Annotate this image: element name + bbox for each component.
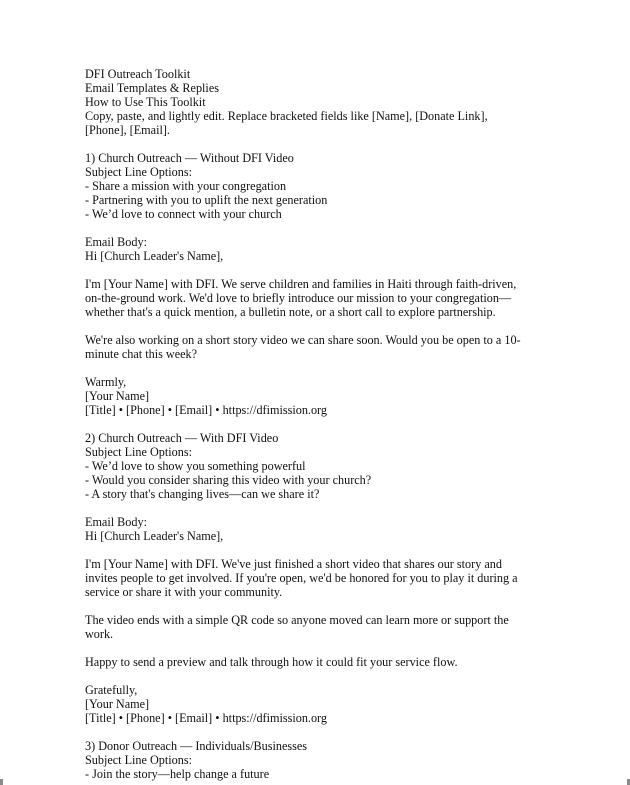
- email-paragraph-line: The video ends with a simple QR code so anyone moved can learn more or support the: [85, 613, 509, 627]
- email-paragraph-line: Happy to send a preview and talk through how it could fit your service flow.: [85, 655, 458, 669]
- subject-label: Subject Line Options:: [85, 753, 192, 767]
- subject-option: - Join the story—help change a future: [85, 767, 270, 781]
- howto-heading: How to Use This Toolkit: [85, 95, 206, 109]
- document-page: [85, 67, 525, 781]
- subject-label: Subject Line Options:: [85, 165, 192, 179]
- spacer: [85, 641, 525, 655]
- email-body-label: Email Body:: [85, 515, 147, 529]
- email-signoff: Gratefully,: [85, 683, 138, 697]
- spacer: [85, 669, 525, 683]
- subject-option: - We’d love to show you something powerful: [85, 459, 306, 473]
- section-heading: 2) Church Outreach — With DFI Video: [85, 431, 279, 445]
- subject-option: - A story that's changing lives—can we share it?: [85, 487, 320, 501]
- email-signature-contact: [Title] • [Phone] • [Email] • https://dfimission.org: [85, 403, 327, 417]
- email-body-label: Email Body:: [85, 235, 147, 249]
- section-heading: 3) Donor Outreach — Individuals/Businesses: [85, 739, 308, 753]
- howto-text-line: Copy, paste, and lightly edit. Replace bracketed fields like [Name], [Donate Link],: [85, 109, 488, 123]
- email-greeting: Hi [Church Leader's Name],: [85, 529, 224, 543]
- spacer: [85, 221, 525, 235]
- spacer: [85, 543, 525, 557]
- email-paragraph-line: I'm [Your Name] with DFI. We've just finished a short video that shares our story and: [85, 557, 502, 571]
- spacer: [85, 361, 525, 375]
- page-edge-mark: [0, 779, 3, 785]
- email-signature-contact: [Title] • [Phone] • [Email] • https://dfimission.org: [85, 711, 327, 725]
- subject-label: Subject Line Options:: [85, 445, 192, 459]
- spacer: [85, 725, 525, 739]
- email-paragraph-line: service or share it with your community.: [85, 585, 283, 599]
- spacer: [85, 319, 525, 333]
- subject-option: - Share a mission with your congregation: [85, 179, 287, 193]
- email-paragraph-line: invites people to get involved. If you're open, we'd be honored for you to play it during a: [85, 571, 518, 585]
- email-paragraph-line: on-the-ground work. We'd love to briefly introduce our mission to your congregation—: [85, 291, 512, 305]
- subject-option: - We’d love to connect with your church: [85, 207, 282, 221]
- email-paragraph-line: minute chat this week?: [85, 347, 198, 361]
- doc-title: DFI Outreach Toolkit: [85, 67, 191, 81]
- email-signature-name: [Your Name]: [85, 697, 150, 711]
- spacer: [85, 501, 525, 515]
- email-greeting: Hi [Church Leader's Name],: [85, 249, 224, 263]
- subject-option: - Would you consider sharing this video with your church?: [85, 473, 372, 487]
- spacer: [85, 137, 525, 151]
- email-paragraph-line: work.: [85, 627, 114, 641]
- email-signature-name: [Your Name]: [85, 389, 150, 403]
- email-paragraph-line: I'm [Your Name] with DFI. We serve children and families in Haiti through faith-driven,: [85, 277, 517, 291]
- email-paragraph-line: whether that's a quick mention, a bulletin note, or a short call to explore partnership.: [85, 305, 496, 319]
- spacer: [85, 417, 525, 431]
- doc-subtitle: Email Templates & Replies: [85, 81, 219, 95]
- howto-text-line: [Phone], [Email].: [85, 123, 170, 137]
- email-paragraph-line: We're also working on a short story video we can share soon. Would you be open to a 10-: [85, 333, 521, 347]
- email-signoff: Warmly,: [85, 375, 127, 389]
- section-heading: 1) Church Outreach — Without DFI Video: [85, 151, 294, 165]
- spacer: [85, 599, 525, 613]
- subject-option: - Partnering with you to uplift the next generation: [85, 193, 328, 207]
- spacer: [85, 263, 525, 277]
